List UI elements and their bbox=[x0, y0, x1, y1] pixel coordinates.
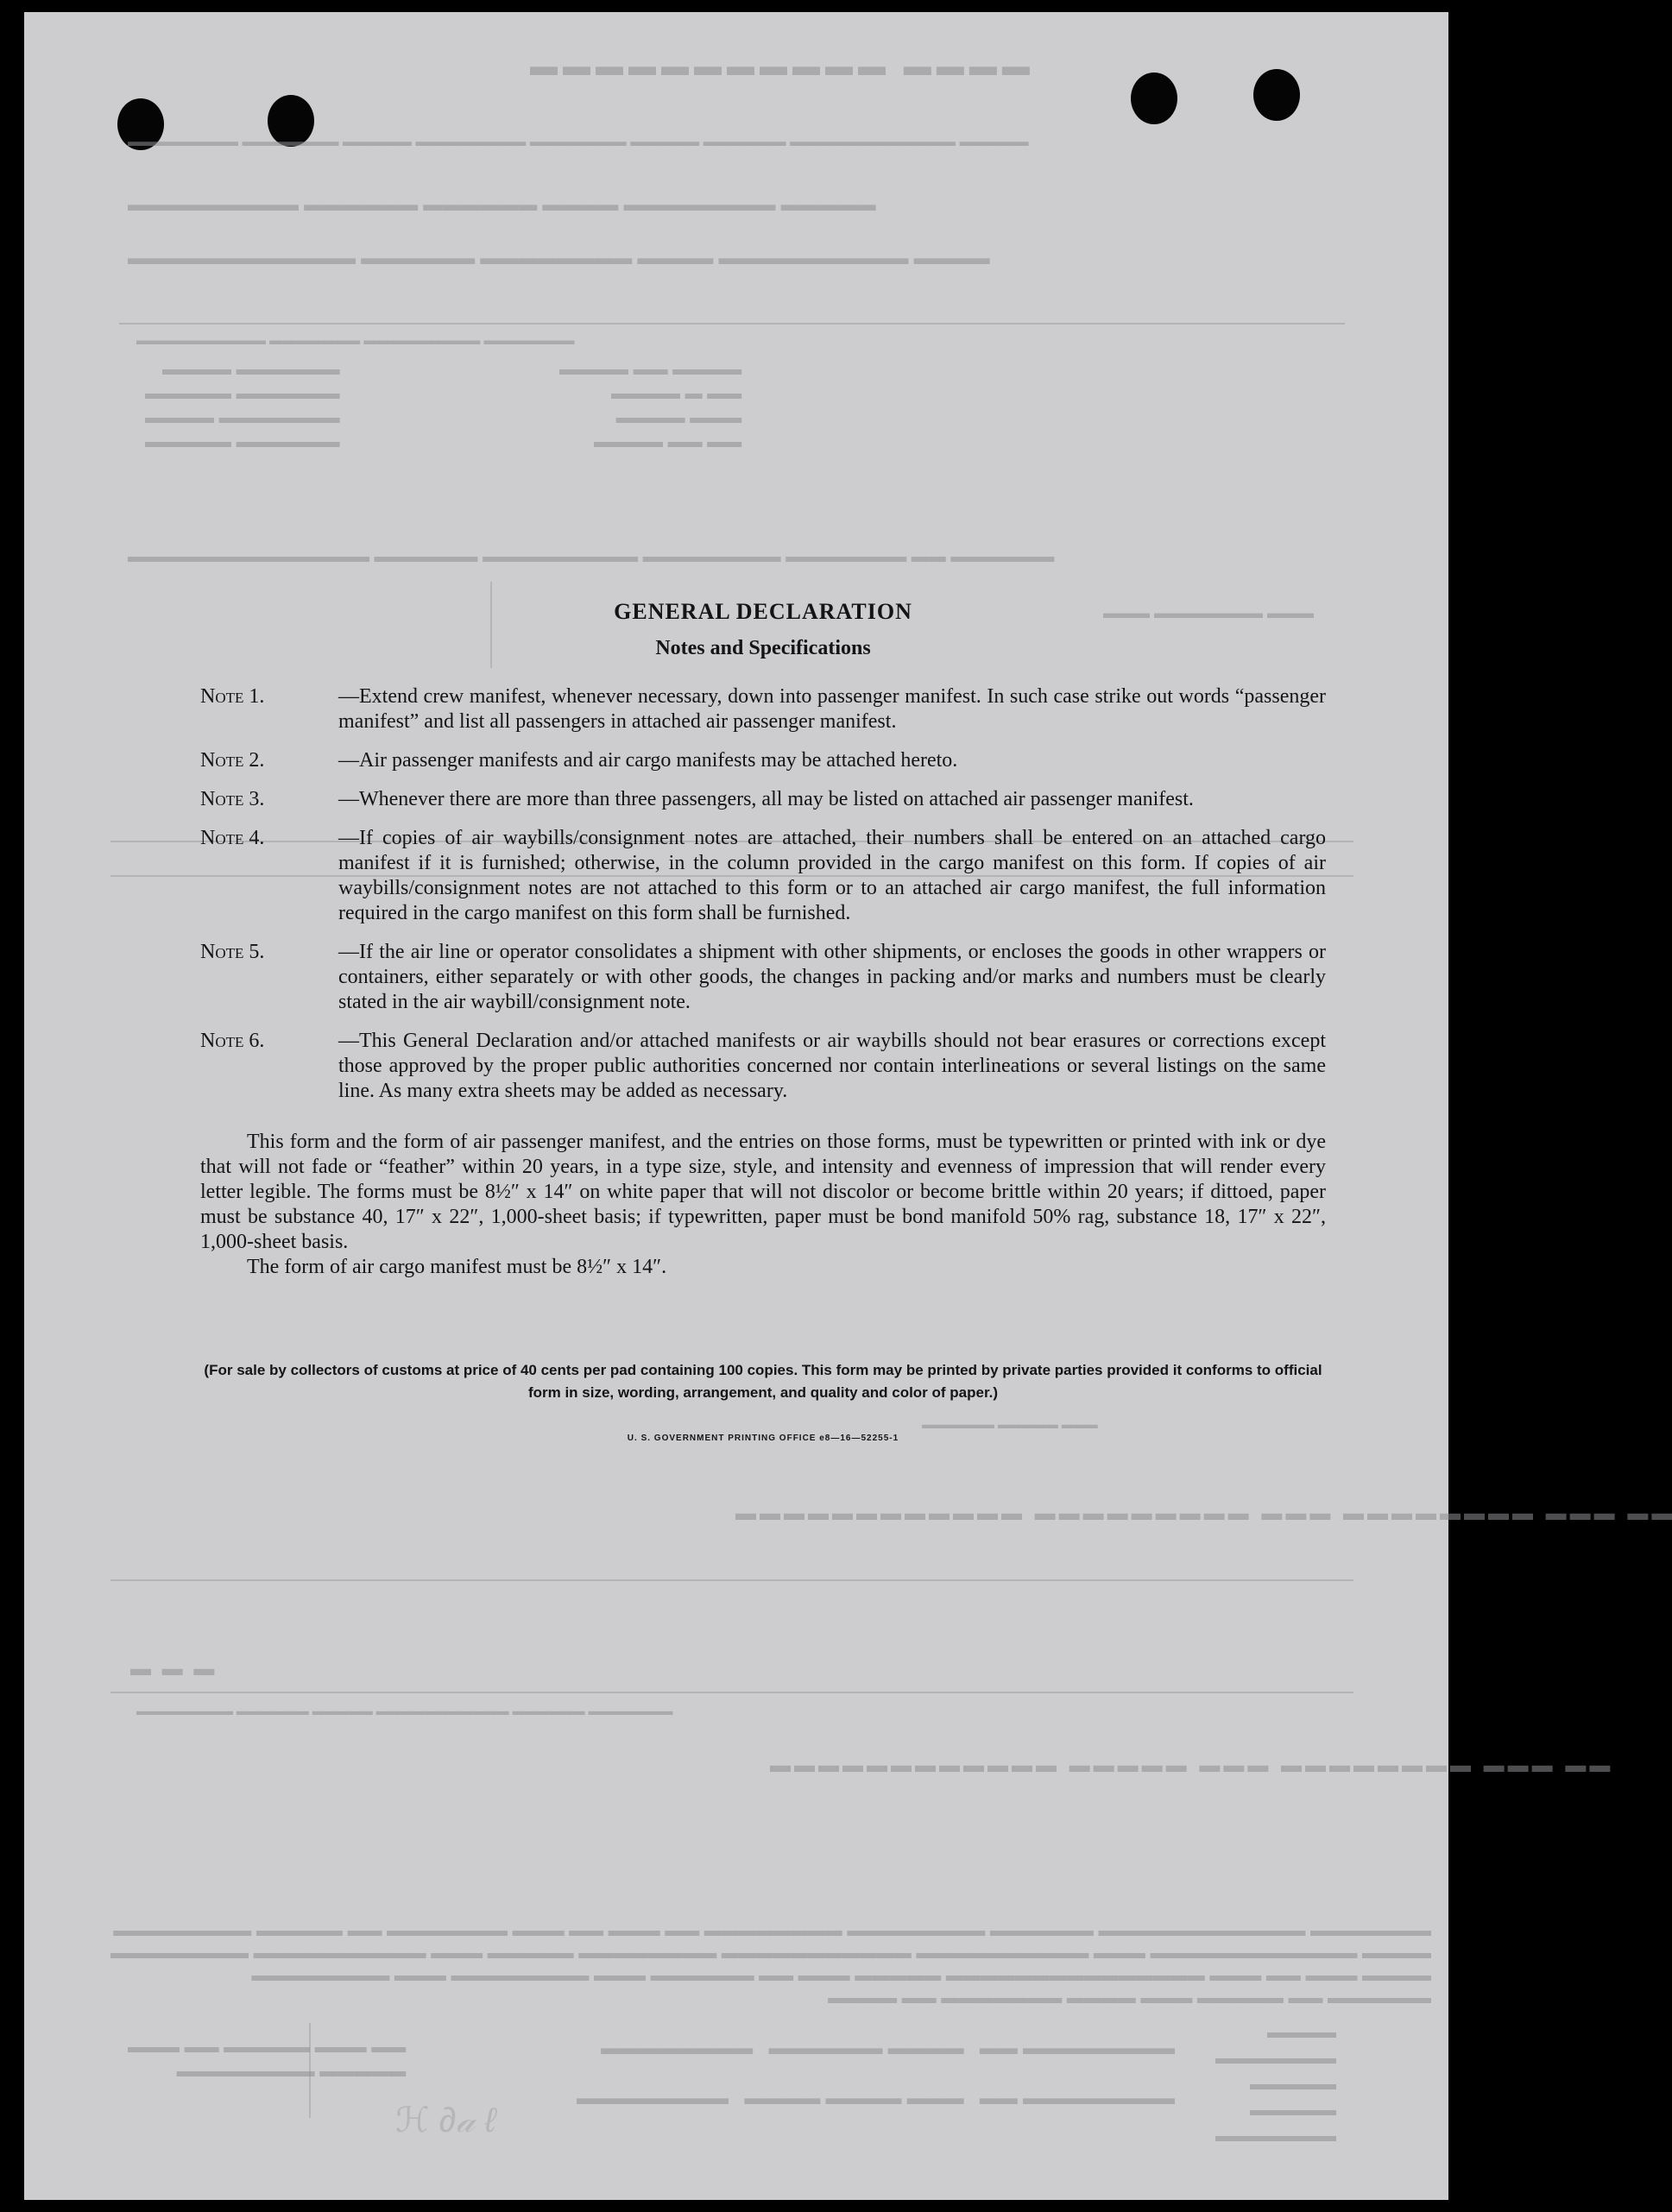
document-page: ▬▬▬▬ ▬▬▬▬▬▬▬▬▬▬▬ ▬▬▬▬▬ ▬▬▬▬▬▬▬▬▬▬▬▬ ▬▬▬▬▬▬ ▬▬▬▬▬ ▬▬▬▬▬▬▬ ▬▬▬▬▬▬▬▬ ▬▬▬▬▬ ▬▬▬▬▬▬▬ ▬▬▬▬▬▬▬▬ ▬▬▬▬▬ ▬▬▬▬▬▬▬▬ ▬▬▬▬ ▬▬▬▬▬▬ ▬▬▬▬▬▬ ▬▬▬▬▬▬▬▬▬ ▬▬▬▬ ▬▬▬▬▬▬▬▬▬▬ ▬▬▬▬ ▬▬▬▬▬▬▬▬ ▬▬▬▬▬▬ ▬▬▬▬▬▬▬▬▬▬▬▬ ▬▬▬▬▬▬▬ ▬▬▬▬▬▬▬▬▬ ▬▬▬▬▬▬▬ ▬▬▬▬▬▬▬▬▬▬ ▬▬▬▬▬▬ ▬▬▬▬ ▬▬▬▬▬▬ ▬▬▬▬▬ ▬▬▬▬▬▬▬ ▬▬▬▬ ▬▬▬▬▬▬ ▬▬▬▬▬ ▬▬▬▬ ▬▬ ▬▬▬▬ ▬▬ ▬ ▬▬▬▬ ▬▬▬ ▬▬▬▬ ▬▬ ▬▬ ▬▬▬▬ ▬▬▬▬▬▬ ▬▬ ▬▬▬▬▬▬▬ ▬▬▬▬▬▬▬▬ ▬▬▬▬▬▬▬▬▬ ▬▬▬▬▬▬ ▬▬▬▬▬▬▬▬▬▬▬▬▬▬ ▬▬▬ ▬▬▬▬▬▬▬ ▬▬▬ ▬▬▬ ▬▬▬▬▬ ▬▬▬▬▬▬ ▬▬ ▬▬▬ ▬▬▬▬▬▬▬▬ ▬▬▬ ▬▬▬▬▬▬▬▬▬ ▬▬▬▬▬▬▬▬▬▬▬▬ ▬ ▬ ▬ ▬▬▬▬▬▬▬ ▬▬▬▬▬▬ ▬▬▬▬▬▬▬▬▬▬▬ ▬▬▬▬▬ ▬▬▬▬▬▬ ▬▬▬▬▬▬▬▬ ▬▬ ▬▬▬ ▬▬▬▬▬▬▬▬ ▬▬▬ ▬▬▬▬▬ ▬▬▬▬▬▬▬▬▬▬▬▬ ▬▬▬▬▬▬▬ ▬▬▬▬▬▬▬▬▬▬▬▬ ▬▬▬▬▬▬ ▬▬▬▬▬▬▬▬ ▬▬▬▬▬▬▬▬ ▬▬ ▬▬▬ ▬▬ ▬▬▬ ▬▬▬▬▬▬▬ ▬▬ ▬▬▬▬▬ ▬▬▬▬▬▬▬▬ ▬▬▬▬ ▬▬▬▬▬▬▬▬▬▬▬▬ ▬▬▬ ▬▬▬▬▬▬▬▬▬▬ ▬▬▬▬▬▬▬▬▬▬▬ ▬▬▬▬▬▬▬▬ ▬▬▬▬▬ ▬▬▬ ▬▬▬▬▬▬▬▬▬▬ ▬▬▬▬▬▬▬▬ ▬▬▬▬ ▬▬▬ ▬▬ ▬▬▬ ▬▬▬▬▬▬▬▬▬▬▬▬▬▬▬ ▬▬▬▬▬ ▬▬▬ ▬▬ ▬▬▬▬▬▬ ▬▬▬ ▬▬▬▬▬▬▬▬ ▬▬▬ ▬▬▬▬▬▬▬▬ ▬▬▬▬▬▬ ▬▬ ▬▬▬▬▬ ▬▬▬ ▬▬▬▬ ▬▬▬▬▬▬▬ ▬▬ ▬▬▬▬ ▬▬▬▬▬▬▬▬ ▬▬ ▬▬▬▬ ▬▬▬▬▬▬ ▬▬▬▬▬▬▬▬ ▬▬▬▬▬▬▬▬ ▬▬ ▬▬▬ ▬▬▬▬ ▬▬▬▬ ▬▬▬▬▬▬▬▬ ▬▬▬▬ ▬▬▬▬▬▬▬ ▬▬▬▬▬ ▬▬▬▬▬ ▬▬▬▬▬▬▬ ▬▬ ▬▬▬ ▬▬▬▬▬ ▬▬ ▬▬▬ ▬▬▬▬▬ ▬▬▬▬▬▬▬▬ ℋ ∂𝒶 ℓ GENERAL DECLARATION Notes and Specifications Note 1. —Extend crew manifest, whenever necessary, down into passenger manifest. In such case strike out words “passenger manifest” and list all passengers in attached air passenger manifest. Note 2. —Air passenger manifests and air cargo manifests may be attached hereto. Note 3. —Whenever there are more than three passengers, all may be listed on attached air passenger manifest. Note 4. —If copies of air waybills/consignment notes are attached, their numbers shall be entered on an attached cargo manifest if it is furnished; otherwise, in the column provided in the cargo manifest on this form. If copies of air waybills/consignment notes are not attached to this form or to an attached air cargo manifest, the full information required in the cargo manifest on this form shall be furnished. Note 5. —If the air line or operator consolidates a shipment with other shipments, or encloses the goods in other wrappers or containers, either separately or with other goods, the changes in packing and/or marks and numbers must be clearly stated in the air waybill/consignment note. Note 6. —This General Declaration and/or attached manifests or air waybills should not bear erasures or corrections except those approved by the proper public authorities concerned nor contain interlineations or several listings on the same line. As many extra sheets may be added as necessary. This form and the form of air passenger manifest, and the entries on those forms, must be typewritten or printed with ink or dye that will not fade or “feather” within 20 years, in a type size, style, and intensity and evenness of impression that will render every letter legible. The forms must be 8½″ x 14″ on white paper that will not discolor or become brittle within 20 years; if dittoed, paper must be substance 40, 17″ x 22″, 1,000-sheet basis; if typewritten, paper must be bond manifold 50% rag, substance 18, 17″ x 22″, 1,000-sheet basis. The form of air cargo manifest must be 8½″ x 14″. (For sale by collectors of customs at price of 40 cents per pad containing 100 copies. This form may be printed by private parties provided it conforms to official form in size, wording, arrangement, and quality and color of paper.) U. S. GOVERNMENT PRINTING OFFICE e8—16—52255-1 bbox=[24, 12, 1448, 2200]
note-label: Note 3. bbox=[200, 788, 265, 810]
printer-imprint: U. S. GOVERNMENT PRINTING OFFICE e8—16—52255-1 bbox=[627, 1434, 899, 1443]
page-subtitle: Notes and Specifications bbox=[655, 637, 871, 659]
note-label: Note 2. bbox=[200, 749, 265, 772]
note-1 bbox=[200, 684, 1326, 734]
note-4 bbox=[200, 826, 1326, 926]
punch-hole bbox=[1131, 72, 1177, 124]
page-title: GENERAL DECLARATION bbox=[614, 599, 912, 624]
note-5 bbox=[200, 940, 1326, 1015]
note-text: —This General Declaration and/or attached manifests or air waybills should not bear erasures or corrections except those approved by the proper public authorities concerned nor contain interlineations or several listings on the same line. As many extra sheets may be added as necessary. bbox=[338, 1030, 1326, 1102]
form-requirements-paragraph: This form and the form of air passenger manifest, and the entries on those forms, must be typewritten or printed with ink or dye that will not fade or “feather” within 20 years, in a type size, style, and intensity and evenness of impression that will render every letter legible. The forms must be 8½″ x 14″ on white paper that will not discolor or become brittle within 20 years; if dittoed, paper must be substance 40, 17″ x 22″, 1,000-sheet basis; if typewritten, paper must be bond manifold 50% rag, substance 18, 17″ x 22″, 1,000-sheet basis. bbox=[200, 1131, 1326, 1253]
note-label: Note 4. bbox=[200, 827, 265, 849]
note-label: Note 6. bbox=[200, 1030, 265, 1052]
cargo-manifest-size-line: The form of air cargo manifest must be 8½″ x 14″. bbox=[247, 1256, 667, 1278]
note-label: Note 1. bbox=[200, 685, 265, 708]
note-2 bbox=[200, 748, 1326, 773]
sale-notice: (For sale by collectors of customs at price of 40 cents per pad containing 100 copies. This form may be printed by private parties provided it conforms to official form in size, wording, arrangement, and quality and color of paper.) bbox=[204, 1362, 1322, 1401]
note-text: —If copies of air waybills/consignment notes are attached, their numbers shall be entered on an attached cargo manifest if it is furnished; otherwise, in the column provided in the cargo manifest on this form. If copies of air waybills/consignment notes are not attached to this form or to an attached air cargo manifest, the full information required in the cargo manifest on this form shall be furnished. bbox=[338, 827, 1326, 924]
punch-hole bbox=[1253, 69, 1300, 121]
note-text: —Air passenger manifests and air cargo manifests may be attached hereto. bbox=[338, 749, 958, 772]
note-text: —If the air line or operator consolidates a shipment with other shipments, or encloses the goods in other wrappers or containers, either separately or with other goods, the changes in packing and/or marks and numbers must be clearly stated in the air waybill/consignment note. bbox=[338, 941, 1326, 1013]
note-text: —Extend crew manifest, whenever necessary, down into passenger manifest. In such case strike out words “passenger manifest” and list all passengers in attached air passenger manifest. bbox=[338, 685, 1326, 733]
note-6 bbox=[200, 1029, 1326, 1104]
note-text: —Whenever there are more than three passengers, all may be listed on attached air passenger manifest. bbox=[338, 788, 1194, 810]
note-label: Note 5. bbox=[200, 941, 265, 963]
notes-and-specifications bbox=[200, 599, 1326, 1443]
note-3 bbox=[200, 787, 1326, 812]
